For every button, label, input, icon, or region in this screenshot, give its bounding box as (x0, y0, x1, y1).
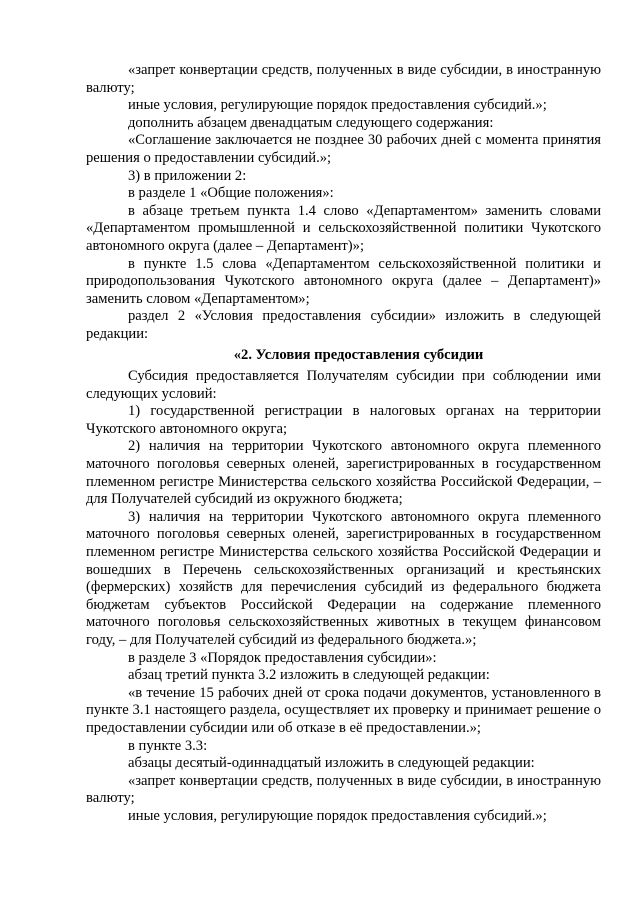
paragraph: в пункте 3.3: (128, 737, 208, 754)
paragraph: в разделе 3 «Порядок предоставления субсидии»: (128, 649, 437, 666)
paragraph: Субсидия предоставляется Получателям субсидии при соблюдении ими следующих условий: (86, 368, 601, 402)
paragraph: иные условия, регулирующие порядок предоставления субсидий.»; (128, 97, 547, 114)
paragraph: 2) наличия на территории Чукотского автономного округа племенного маточного поголовья северных оленей, зарегистрированных в государственном племенном регистре Министерства сельского хозяйства Российской Федерации, – для Получателей субсидий из окружного бюджета; (86, 438, 601, 508)
paragraph: абзацы десятый-одиннадцатый изложить в следующей редакции: (128, 755, 535, 772)
paragraph: раздел 2 «Условия предоставления субсидии» изложить в следующей редакции: (86, 308, 601, 342)
paragraph: 3) наличия на территории Чукотского автономного округа племенного маточного поголовья северных оленей, зарегистрированных в государственном племенном регистре Министерства сельского хозяйства Российской Федерации и вошедших в Перечень сельскохозяйственных организаций и крестьянских (фермерских) хозяйств для перечисления субсидий из федерального бюджета бюджетам субъектов Российской Федерации на содержание племенного маточного поголовья сельскохозяйственных животных в текущем финансовом году, – для Получателей субсидий из федерального бюджета.»; (86, 508, 601, 648)
paragraph: в разделе 1 «Общие положения»: (128, 185, 334, 202)
paragraph: «Соглашение заключается не позднее 30 рабочих дней с момента принятия решения о предоставлении субсидий.»; (86, 132, 601, 166)
paragraph: абзац третий пункта 3.2 изложить в следующей редакции: (128, 667, 490, 684)
paragraph: 3) в приложении 2: (128, 167, 247, 184)
paragraph: в абзаце третьем пункта 1.4 слово «Департаментом» заменить словами «Департаментом промышленной и сельскохозяйственной политики Чукотского автономного округа (далее – Департамент)»; (86, 202, 601, 254)
section-heading: «2. Условия предоставления субсидии (233, 346, 484, 363)
paragraph: «запрет конвертации средств, полученных в виде субсидии, в иностранную валюту; (86, 62, 601, 96)
paragraph: «запрет конвертации средств, полученных в виде субсидии, в иностранную валюту; (86, 772, 601, 807)
document-page (86, 62, 601, 826)
paragraph: в пункте 1.5 слова «Департаментом сельскохозяйственной политики и природопользования Чукотского автономного округа (далее – Департамент)» заменить словом «Департаментом»; (86, 255, 601, 307)
paragraph: «в течение 15 рабочих дней от срока подачи документов, установленного в пункте 3.1 настоящего раздела, осуществляет их проверку и принимает решение о предоставлении субсидии или об отказе в её предоставлении.»; (86, 684, 601, 736)
paragraph: иные условия, регулирующие порядок предоставления субсидий.»; (128, 807, 547, 824)
paragraph: 1) государственной регистрации в налоговых органах на территории Чукотского автономного округа; (86, 403, 601, 437)
paragraph: дополнить абзацем двенадцатым следующего содержания: (128, 114, 494, 131)
